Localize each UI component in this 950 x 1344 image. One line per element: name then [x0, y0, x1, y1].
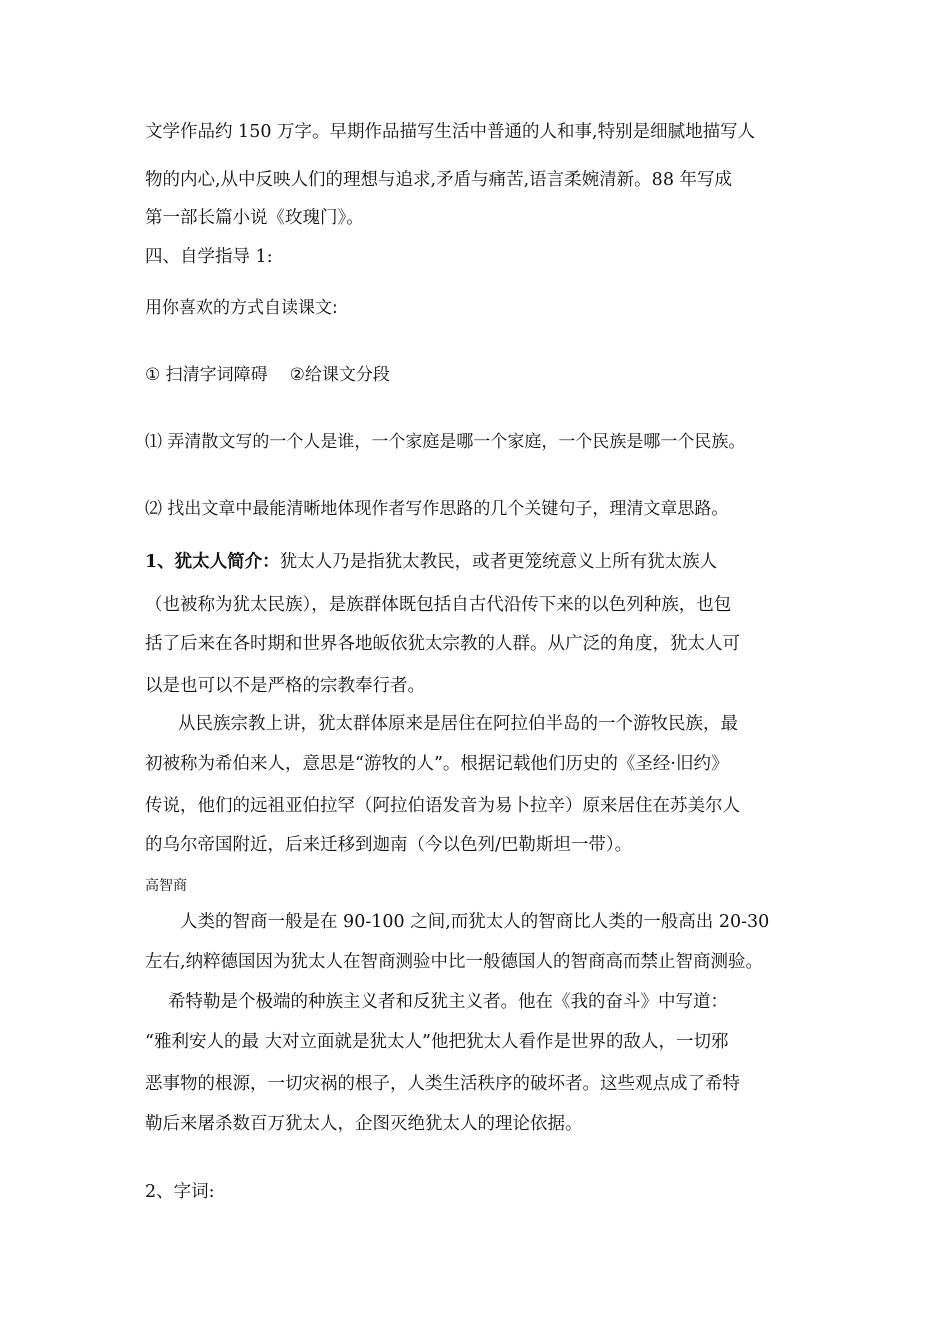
- history-line-3: 传说，他们的远祖亚伯拉罕（阿拉伯语发音为易卜拉辛）原来居住在苏美尔人: [145, 796, 740, 816]
- jews-intro-text: 犹太人乃是指犹太教民，或者更笼统意义上所有犹太族人: [279, 552, 718, 572]
- iq-line-2: 左右,纳粹德国因为犹太人在智商测验中比一般德国人的智商高而禁止智商测验。: [145, 952, 764, 972]
- reading-instruction: 用你喜欢的方式自读课文:: [145, 298, 338, 318]
- iq-label: 高智商: [145, 878, 187, 894]
- iq-line-1: 人类的智商一般是在 90-100 之间,而犹太人的智商比人类的一般高出 20-30: [180, 912, 770, 932]
- hitler-line-1: 希特勒是个极端的种族主义者和反犹主义者。他在《我的奋斗》中写道：: [168, 992, 728, 1012]
- jews-intro-line-4: 以是也可以不是严格的宗教奉行者。: [145, 676, 425, 696]
- question-2: ⑵ 找出文章中最能清晰地体现作者写作思路的几个关键句子，理清文章思路。: [145, 499, 729, 519]
- task-list: [145, 363, 390, 387]
- task-divide-paragraphs: ②给课文分段: [289, 365, 390, 385]
- intro-line-1: 文学作品约 150 万字。早期作品描写生活中普通的人和事,特别是细腻地描写人: [145, 122, 756, 142]
- intro-line-2: 物的内心,从中反映人们的理想与追求,矛盾与痛苦,语言柔婉清新。88 年写成: [145, 170, 733, 190]
- question-1: ⑴ 弄清散文写的一个人是谁，一个家庭是哪一个家庭，一个民族是哪一个民族。: [145, 432, 746, 452]
- words-heading: 2、字词:: [145, 1182, 215, 1202]
- jews-intro-line-2: （也被称为犹太民族），是族群体既包括自古代沿传下来的以色列种族，也包: [145, 595, 732, 615]
- jews-intro-line-3: 括了后来在各时期和世界各地皈依犹太宗教的人群。从广泛的角度，犹太人可: [145, 634, 740, 654]
- hitler-line-2: “雅利安人的最 大对立面就是犹太人”他把犹太人看作是世界的敌人，一切邪: [145, 1032, 729, 1052]
- history-line-1: 从民族宗教上讲，犹太群体原来是居住在阿拉伯半岛的一个游牧民族，最: [178, 714, 738, 734]
- jews-section-title: 1、犹太人简介：: [145, 552, 280, 572]
- history-line-2: 初被称为希伯来人，意思是“游牧的人”。根据记载他们历史的《圣经·旧约》: [145, 754, 729, 774]
- section-4-heading: 四、自学指导 1:: [145, 247, 273, 267]
- history-line-4: 的乌尔帝国附近，后来迁移到迦南（今以色列/巴勒斯坦一带）。: [145, 835, 633, 855]
- intro-line-3: 第一部长篇小说《玫瑰门》。: [145, 208, 364, 228]
- jews-intro-line-1: [145, 550, 717, 574]
- hitler-line-4: 勒后来屠杀数百万犹太人，企图灭绝犹太人的理论依据。: [145, 1114, 583, 1134]
- hitler-line-3: 恶事物的根源，一切灾祸的根子，人类生活秩序的破坏者。这些观点成了希特: [145, 1074, 740, 1094]
- task-clear-words: ① 扫清字词障碍: [145, 365, 268, 385]
